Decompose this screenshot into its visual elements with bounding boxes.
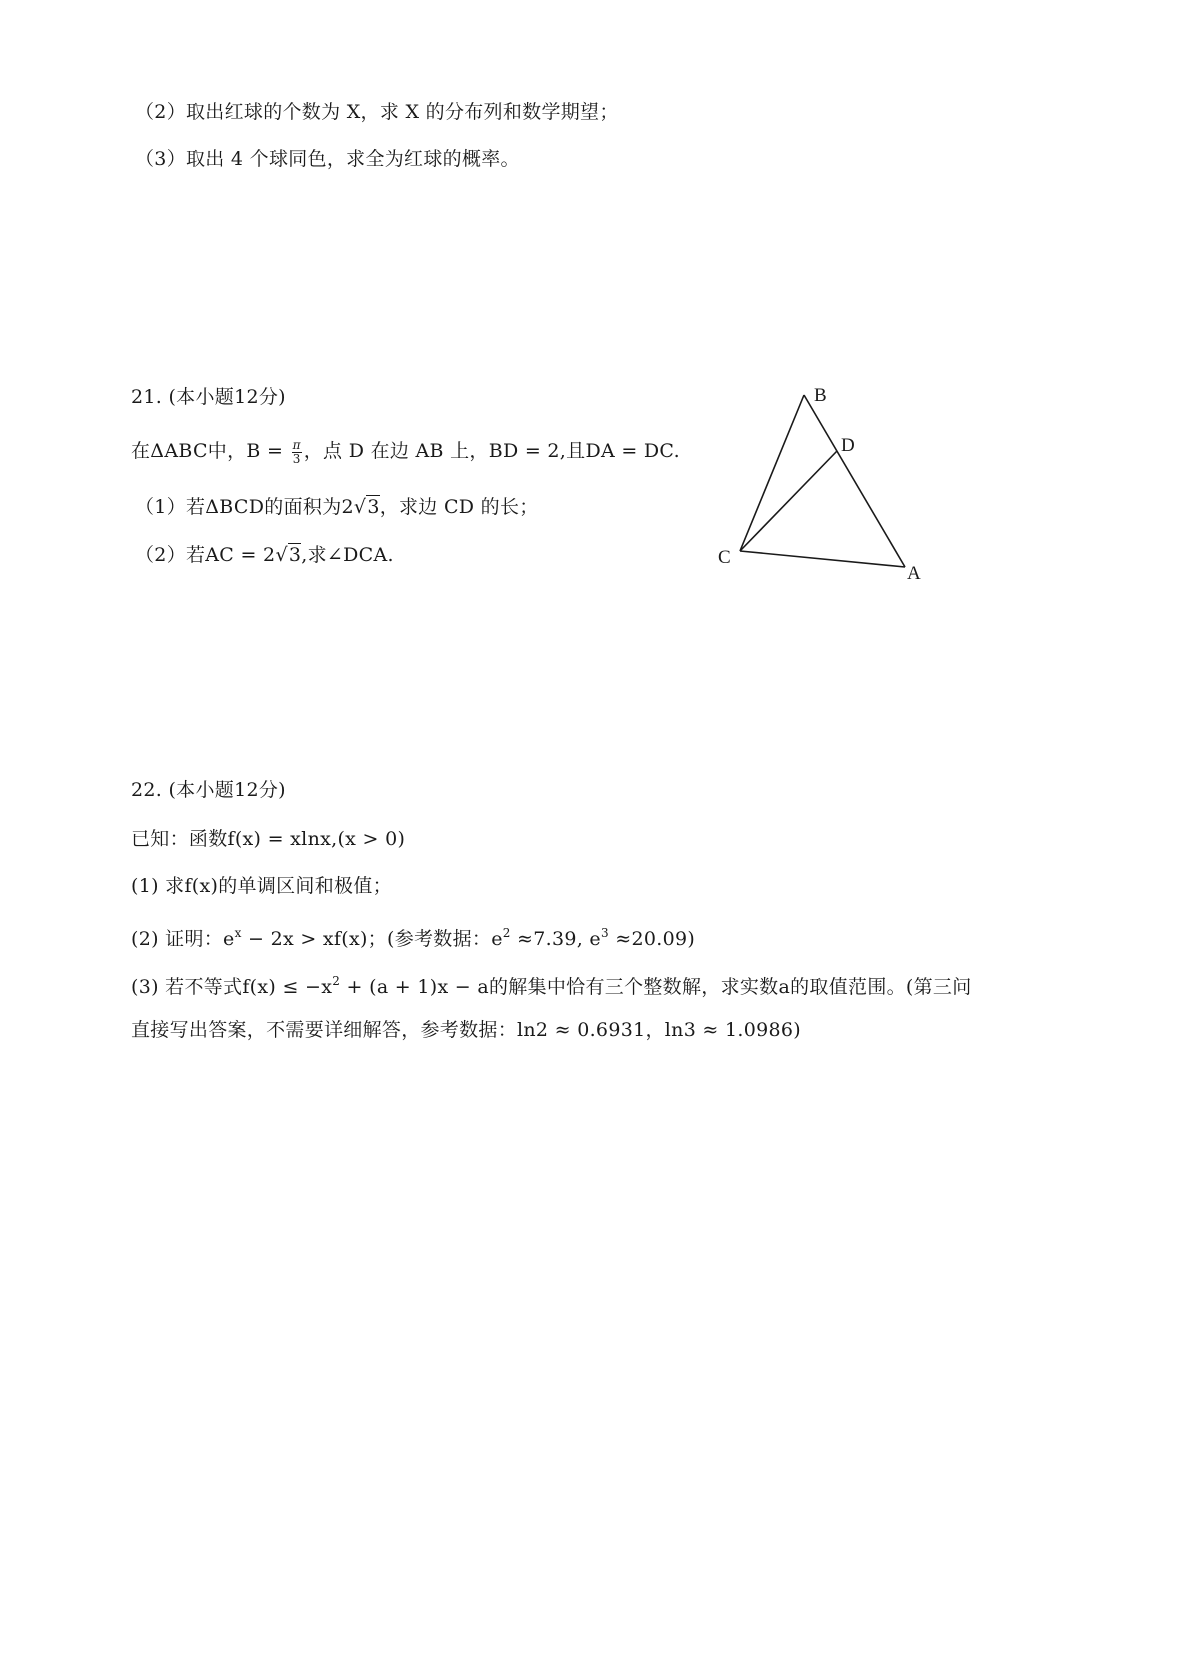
q21-part2 [135,542,394,568]
q21-fraction-denominator: 3 [292,451,301,466]
q22-part3 [131,968,972,1000]
q21-part1-radical: √3 [353,496,380,518]
q21-stem [131,438,680,466]
q21-part2-text-b: ,求∠DCA. [301,544,394,566]
q21-stem-text-a: 在ΔABC中，B = [131,440,290,462]
label-b: B [814,385,827,406]
q22-part2-text-d: ≈20.09) [608,928,696,950]
q22-part2-text-c: ≈7.39, e [510,928,601,950]
q20-part3: （3）取出 4 个球同色，求全为红球的概率。 [135,148,520,170]
q21-part1-radicand: 3 [367,496,380,518]
q21-stem-text-b: ，点 D 在边 AB 上，BD = 2,且DA = DC. [303,440,680,462]
q22-part1: (1) 求f(x)的单调区间和极值； [131,875,392,897]
q22-part2 [131,920,695,952]
q22-stem: 已知：函数f(x) = xlnx,(x > 0) [131,828,406,850]
q21-part1-text-a: （1）若ΔBCD的面积为2 [135,496,354,518]
q21-fraction-numerator: π [292,437,301,452]
q22-header: 22. (本小题12分) [131,779,286,801]
q21-fraction [292,439,302,466]
q21-part1-text-b: ，求边 CD 的长； [379,496,539,518]
q22-part2-exponent-3: 3 [600,926,609,940]
label-a: A [907,563,921,584]
segment-bc [740,395,804,551]
q22-part2-text-b: − 2x > xf(x)；(参考数据：e [241,928,503,950]
q22-part3-text-a: (3) 若不等式f(x) ≤ −x [131,976,333,998]
q22-part3-continued: 直接写出答案，不需要详细解答，参考数据：ln2 ≈ 0.6931，ln3 ≈ 1.0986) [131,1019,801,1041]
q22-part2-exponent-1: x [234,926,242,940]
q21-part2-text-a: （2）若AC = 2 [135,544,276,566]
q21-header: 21. (本小题12分) [131,386,286,408]
q20-part2: （2）取出红球的个数为 X，求 X 的分布列和数学期望； [135,101,619,123]
triangle-figure [718,385,940,595]
q21-part2-radicand: 3 [288,544,302,566]
label-c: C [718,547,731,568]
q22-part3-exponent: 2 [332,974,341,988]
q22-part2-text-a: (2) 证明：e [131,928,235,950]
q21-part1 [135,494,539,520]
segment-ca [740,551,905,567]
label-d: D [841,435,855,456]
segment-ba [804,395,905,567]
segment-cd [740,451,837,551]
q22-part3-text-b: + (a + 1)x − a的解集中恰有三个整数解，求实数a的取值范围。(第三问 [340,976,972,998]
q21-part2-radical: √3 [275,544,302,566]
q22-part2-exponent-2: 2 [502,926,511,940]
